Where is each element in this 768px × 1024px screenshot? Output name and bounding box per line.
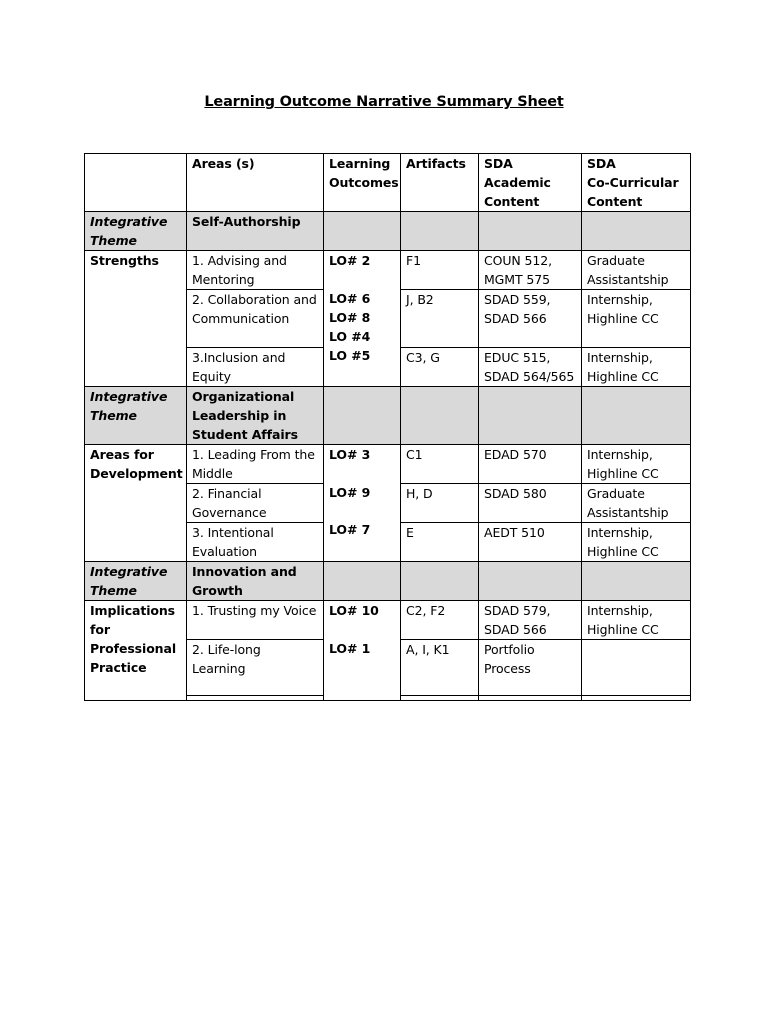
- theme-row: [85, 562, 691, 601]
- theme-label: Integrative Theme: [85, 562, 187, 601]
- lo-value: LO# 10: [329, 603, 379, 618]
- area-cell: 1. Leading From the Middle: [187, 445, 324, 484]
- theme-empty-cell: [401, 212, 479, 251]
- cocurricular-cell: Graduate Assistantship: [582, 484, 691, 523]
- artifacts-cell: F1: [406, 253, 421, 268]
- header-sda-academic-line1: SDA: [484, 156, 513, 171]
- category-label: Strengths: [85, 251, 187, 387]
- lo-value: LO# 9: [329, 485, 371, 500]
- cocurricular-cell: Internship, Highline CC: [582, 347, 691, 386]
- area-cell: 1. Advising and Mentoring: [187, 251, 324, 290]
- artifacts-cell: C1: [401, 445, 479, 484]
- table-row: [85, 601, 691, 640]
- cocurricular-cell: Internship, Highline CC: [582, 445, 691, 484]
- category-label: Areas for Development: [85, 445, 187, 562]
- header-learning-outcomes-line2: Outcomes: [329, 175, 399, 190]
- theme-empty-cell: [582, 212, 691, 251]
- lo-value: LO# 3: [329, 447, 371, 462]
- cocurricular-cell: [582, 640, 691, 696]
- theme-empty-cell: [479, 387, 582, 445]
- table-header-row: [85, 154, 691, 212]
- lo-value: LO# 2: [329, 253, 371, 268]
- theme-empty-cell: [324, 562, 401, 601]
- header-empty-cell: [85, 154, 187, 212]
- cocurricular-cell: Internship, Highline CC: [582, 290, 691, 347]
- academic-cell: COUN 512, MGMT 575: [479, 251, 582, 290]
- academic-cell: [479, 696, 582, 701]
- header-learning-outcomes: [324, 154, 401, 212]
- header-sda-academic-line2: Academic: [484, 175, 551, 190]
- cocurricular-cell: [582, 696, 691, 701]
- academic-cell: AEDT 510: [479, 523, 582, 562]
- artifacts-cell: J, B2: [401, 289, 478, 347]
- lo-cell: [324, 445, 401, 562]
- header-sda-cocurricular: [582, 154, 691, 212]
- artifacts-cell: C3, G: [401, 347, 478, 386]
- area-cell: 3.Inclusion and Equity: [187, 347, 324, 386]
- table-row: [85, 251, 691, 290]
- academic-cell: EDUC 515, SDAD 564/565: [479, 347, 582, 386]
- area-cell: 3. Intentional Evaluation: [187, 523, 324, 562]
- area-cell: 2. Life-long Learning: [187, 640, 324, 696]
- header-learning-outcomes-line1: Learning: [329, 156, 391, 171]
- theme-empty-cell: [582, 387, 691, 445]
- page-title: Learning Outcome Narrative Summary Sheet: [204, 94, 564, 110]
- area-cell: [187, 696, 324, 701]
- header-sda-academic-line3: Content: [484, 194, 540, 209]
- area-cell: 1. Trusting my Voice: [187, 601, 324, 640]
- artifacts-cell: H, D: [401, 484, 479, 523]
- lo-cell: [324, 601, 401, 701]
- theme-label: Integrative Theme: [85, 387, 187, 445]
- artifacts-cell: C2, F2: [401, 601, 479, 640]
- cocurricular-cell: Internship, Highline CC: [582, 601, 691, 640]
- theme-empty-cell: [401, 562, 479, 601]
- theme-empty-cell: [401, 387, 479, 445]
- theme-empty-cell: [479, 562, 582, 601]
- artifacts-cell: A, I, K1: [401, 640, 479, 696]
- theme-row: [85, 212, 691, 251]
- header-sda-academic: [479, 154, 582, 212]
- lo-value: LO# 1: [329, 641, 371, 656]
- header-sda-cocurricular-line2: Co-Curricular: [587, 175, 679, 190]
- theme-row: [85, 387, 691, 445]
- academic-cell: SDAD 580: [479, 484, 582, 523]
- category-label: Implications for Professional Practice: [85, 601, 187, 701]
- artifacts-cell: [401, 696, 479, 701]
- theme-empty-cell: [324, 387, 401, 445]
- theme-empty-cell: [582, 562, 691, 601]
- theme-name: Self-Authorship: [187, 212, 324, 251]
- cocurricular-cell: Internship, Highline CC: [582, 523, 691, 562]
- artifacts-cell: E: [401, 523, 479, 562]
- theme-name: Innovation and Growth: [187, 562, 324, 601]
- area-cell: 2. Collaboration and Communication: [187, 290, 324, 347]
- lo-value: LO #4 LO #5: [329, 329, 371, 363]
- header-sda-cocurricular-line3: Content: [587, 194, 643, 209]
- theme-empty-cell: [324, 212, 401, 251]
- academic-cell: Portfolio Process: [479, 640, 582, 696]
- header-sda-cocurricular-line1: SDA: [587, 156, 616, 171]
- theme-empty-cell: [479, 212, 582, 251]
- header-areas: Areas (s): [187, 154, 324, 212]
- header-artifacts: Artifacts: [401, 154, 479, 212]
- lo-cell: [324, 251, 401, 387]
- lo-value: LO# 7: [329, 522, 371, 537]
- academic-cell: SDAD 559, SDAD 566: [479, 290, 582, 347]
- cocurricular-cell: Graduate Assistantship: [582, 251, 691, 290]
- area-cell: 2. Financial Governance: [187, 484, 324, 523]
- theme-name: Organizational Leadership in Student Affairs: [187, 387, 324, 445]
- table-row: [85, 445, 691, 484]
- lo-value: LO# 6 LO# 8: [329, 291, 371, 325]
- summary-table: [84, 153, 691, 701]
- academic-cell: EDAD 570: [479, 445, 582, 484]
- artifacts-column: [401, 251, 479, 387]
- academic-cell: SDAD 579, SDAD 566: [479, 601, 582, 640]
- theme-label: Integrative Theme: [85, 212, 187, 251]
